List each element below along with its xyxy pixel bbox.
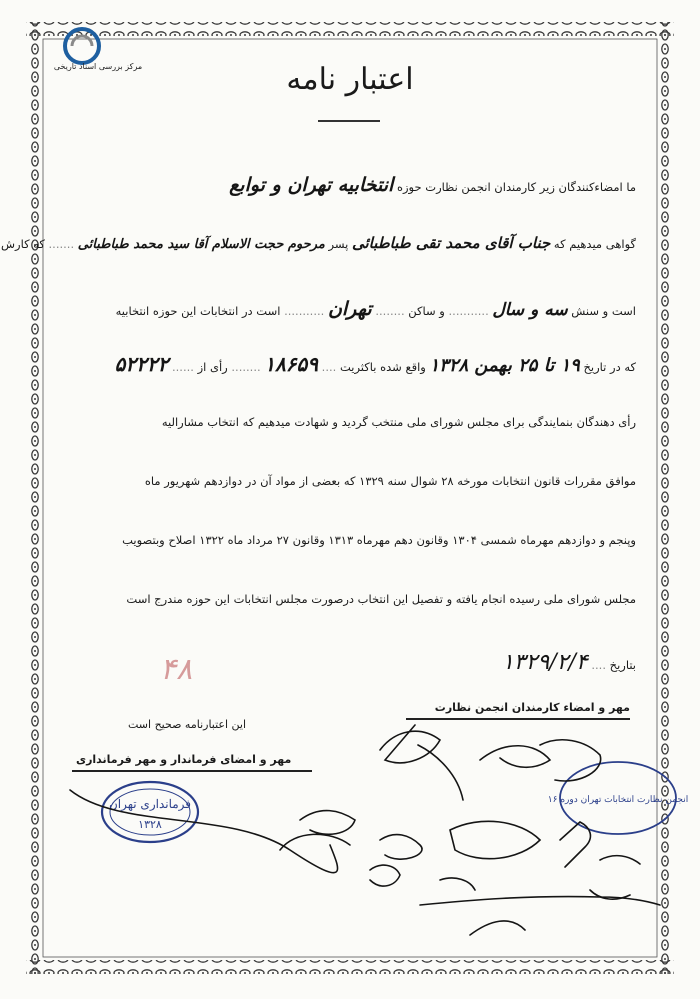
council-stamp (548, 762, 688, 834)
line4-printed-a: که در تاریخ (583, 360, 636, 374)
line3-printed-a: است و سنش (571, 304, 636, 318)
line2-printed-b: پسر (328, 237, 349, 251)
date-label: بتاریخ (609, 658, 636, 672)
line3-handwritten-b: تهران (327, 298, 372, 320)
body-line-2: گواهی میدهیم که جناب آقای محمد تقی طباطبائی پسر مرحوم حجت الاسلام آقا سید محمد طباطبائی ....... که کارش (1, 234, 636, 252)
line4-handwritten-a: ۱۹ تا ۲۵ بهمن ۱۳۲۸ (429, 355, 580, 376)
validity-note: این اعتبارنامه صحیح است (128, 718, 247, 731)
stamp-left-text: فرمانداری تهران (108, 797, 192, 811)
body-line-7: وپنجم و دوازدهم مهرماه شمسی ۱۳۰۴ وقانون دهم مهرماه ۱۳۱۳ وقانون ۲۷ مرداد ماه ۱۳۲۲ اصلاح وبتصویب (122, 533, 636, 547)
governor-signature-label: مهر و امضای فرماندار و مهر فرمانداری (76, 753, 292, 766)
watermark-text: مرکز بررسی اسناد تاریخی (53, 62, 143, 71)
document-title: اعتبار نامه (286, 62, 414, 97)
line4-handwritten-c: ۵۲۲۲۲ (114, 352, 169, 376)
body-line-6: موافق مقررات قانون انتخابات مورخه ۲۸ شوال سنه ۱۳۲۹ که بعضی از مواد آن در دوازدهم شهریور ماه (144, 474, 636, 488)
governorate-stamp (102, 782, 198, 842)
line2-printed-c: که کارش (1, 237, 45, 251)
line4-printed-b: واقع شده باکثریت (339, 360, 426, 374)
date-handwritten: ۱۳۲۹/۲/۴ (501, 650, 588, 675)
line2-handwritten-b: مرحوم حجت الاسلام آقا سید محمد طباطبائی (77, 237, 325, 252)
line1-handwritten: انتخابیه تهران و توابع (229, 174, 394, 196)
stamp-right-text: انجمن نظارت انتخابات تهران دوره ۱۶ (547, 795, 689, 805)
line4-handwritten-b: ۱۸۶۵۹ (264, 352, 319, 376)
line4-printed-c: رأی از (197, 360, 228, 374)
line3-printed-b: و ساکن (408, 304, 445, 318)
line1-printed: ما امضاءکنندگان زیر کارمندان انجمن نظارت حوزه (396, 180, 636, 194)
line3-printed-c: است در انتخابات این حوزه انتخابیه (115, 304, 281, 318)
line3-handwritten-a: سه و سال (492, 300, 568, 320)
line2-handwritten-a: جناب آقای محمد تقی طباطبائی (351, 234, 551, 252)
council-signatures-label: مهر و امضاء کارمندان انجمن نظارت (434, 701, 630, 714)
date-line: بتاریخ .... ۱۳۲۹/۲/۴ (501, 650, 636, 675)
margin-note: ۴۸ (160, 652, 193, 687)
line2-printed-a: گواهی میدهیم که (553, 237, 636, 251)
body-line-5: رأی دهندگان بنمایندگی برای مجلس شورای ملی منتخب گردید و شهادت میدهیم که انتخاب مشارالیه (161, 415, 636, 429)
body-line-4: که در تاریخ ۱۹ تا ۲۵ بهمن ۱۳۲۸ واقع شده باکثریت .... ۱۸۶۵۹ ........ رأی از ...... ۵۲۲۲۲ (114, 352, 636, 376)
body-line-8: مجلس شورای ملی رسیده انجام یافته و تفصیل این انتخاب درصورت مجلس انتخابات این حوزه مندرج است (126, 592, 636, 606)
stamp-left-year: ۱۳۲۸ (138, 818, 162, 831)
body-line-3: است و سنش سه و سال ........... و ساکن ........ تهران ........... است در انتخابات این حوزه انتخابیه (115, 298, 636, 320)
